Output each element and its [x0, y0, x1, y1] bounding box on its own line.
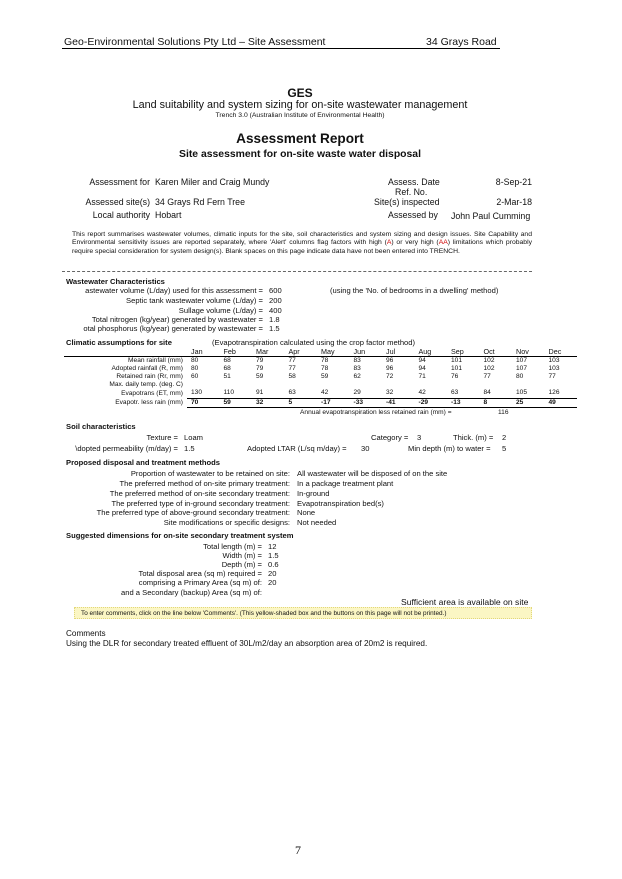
dimension-row-value: 0.6 — [268, 560, 279, 569]
ww-row-value: 200 — [269, 296, 282, 305]
annual-et-label: Annual evapotranspiration less retained rain (mm) = — [300, 409, 452, 416]
climate-cell: 130 — [187, 389, 220, 398]
soil-heading: Soil characteristics — [66, 422, 136, 431]
climate-heading: Climatic assumptions for site — [66, 338, 172, 347]
climate-cell: 59 — [321, 373, 329, 381]
climate-cell: 71 — [418, 373, 426, 381]
intro-text-1: This report summarises wastewater volumes, climatic inputs for the site, soil characteristics and system sizing and design issues. Site Capability and Environmental sensitivity issues are reported separately, where 'Alert' columns flag factors with high ( — [72, 231, 532, 247]
climate-cell: 94 — [415, 357, 448, 366]
climate-cell: 126 — [545, 389, 578, 398]
climate-row-label: Retained rain (Rr, mm) — [116, 373, 183, 381]
climate-cell: 77 — [548, 373, 556, 381]
climate-cell: 79 — [256, 365, 264, 373]
climate-row — [64, 398, 577, 407]
disposal-row-label: The preferred type of above-ground secondary treatment: — [96, 508, 290, 517]
month-header: Mar — [256, 347, 269, 356]
climate-cell: 80 — [187, 357, 220, 366]
month-header-row — [64, 348, 577, 357]
ww-row-value: 1.5 — [269, 324, 280, 333]
assessed-sites-label: Assessed site(s) — [85, 197, 150, 207]
intro-text-3: ) limitations which probably require special consideration for system design(s). Blank spaces on this page indicate data have not been entered into TRENCH. — [72, 239, 532, 255]
climate-cell: 51 — [223, 373, 231, 381]
month-header: May — [321, 347, 335, 356]
ref-no-label: Ref. No. — [395, 187, 428, 197]
climate-cell: 59 — [256, 373, 264, 381]
climate-row-label: Evapotr. less rain (mm) — [115, 398, 183, 406]
climate-cell: -13 — [447, 398, 480, 407]
disposal-row-value: Evapotranspiration bed(s) — [297, 499, 384, 508]
climate-cell: -33 — [350, 398, 383, 407]
disposal-row-label: The preferred type of in-ground secondary treatment: — [111, 499, 290, 508]
page-number: 7 — [295, 843, 301, 857]
climate-cell: 59 — [220, 398, 253, 407]
intro-text-2: ) or very high ( — [391, 239, 439, 247]
climate-row — [64, 381, 577, 389]
climate-cell: 80 — [516, 373, 524, 381]
month-header: Nov — [516, 347, 529, 356]
month-header: Feb — [223, 347, 236, 356]
climate-cell: 42 — [415, 389, 448, 398]
climate-row — [64, 357, 577, 366]
climate-cell: 79 — [252, 357, 285, 366]
climate-cell: 62 — [353, 373, 361, 381]
disposal-row-label: The preferred method of on-site primary treatment: — [119, 479, 290, 488]
thick-label: Thick. (m) = — [453, 433, 494, 442]
ww-method-note: (using the 'No. of bedrooms in a dwelling' method) — [330, 286, 499, 295]
disposal-row-value: All wastewater will be disposed of on the site — [297, 469, 448, 478]
ww-row-label: Septic tank wastewater volume (L/day) = — [126, 296, 263, 305]
ww-row-value: 600 — [269, 286, 282, 295]
climate-table — [64, 348, 577, 408]
ww-row-label: Total nitrogen (kg/year) generated by wastewater = — [91, 315, 263, 324]
climate-cell: -17 — [317, 398, 350, 407]
climate-cell: 25 — [512, 398, 545, 407]
climate-cell: 103 — [545, 357, 578, 366]
ww-row-label: otal phosphorus (kg/year) generated by wastewater = — [83, 324, 263, 333]
climate-cell: 63 — [447, 389, 480, 398]
permeability-label: \dopted permeability (m/day) = — [75, 444, 178, 453]
climate-cell: 72 — [386, 373, 394, 381]
comments-instruction-text: To enter comments, click on the line below 'Comments'. (This yellow-shaded box and the buttons on this page will not be printed.) — [81, 610, 447, 617]
dimension-row-label: Total length (m) = — [203, 542, 262, 551]
annual-et-value: 116 — [498, 409, 509, 416]
comments-instruction-box — [74, 607, 532, 619]
ww-row-label: Sullage volume (L/day) = — [178, 306, 263, 315]
ww-row-label: astewater volume (L/day) used for this assessment = — [85, 286, 263, 295]
climate-cell: 96 — [386, 365, 394, 373]
month-header: Dec — [548, 347, 562, 356]
climate-cell: 83 — [350, 357, 383, 366]
header-right: 34 Grays Road — [426, 36, 497, 48]
climate-cell: 29 — [350, 389, 383, 398]
dimension-row-value: 20 — [268, 578, 277, 587]
climate-cell: 103 — [548, 365, 560, 373]
climate-cell: 91 — [252, 389, 285, 398]
climate-cell: 70 — [187, 398, 220, 407]
thick-value: 2 — [502, 433, 507, 442]
climate-row-label: Evapotrans (ET, mm) — [121, 389, 183, 397]
climate-cell: 32 — [252, 398, 285, 407]
ltar-value: 30 — [361, 444, 370, 453]
climate-cell: 110 — [220, 389, 253, 398]
climate-cell: 76 — [451, 373, 459, 381]
climate-cell: 32 — [382, 389, 415, 398]
report-subtitle: Site assessment for on-site waste water disposal — [179, 149, 421, 160]
climate-cell: 68 — [220, 357, 253, 366]
month-header: Sep — [451, 347, 464, 356]
assessed-by-value: John Paul Cumming — [451, 211, 531, 221]
dimension-row-value: 12 — [268, 542, 277, 551]
climate-cell: 8 — [480, 398, 513, 407]
min-depth-value: 5 — [502, 444, 507, 453]
climate-cell: 101 — [447, 357, 480, 366]
assess-date-label: Assess. Date — [388, 177, 440, 187]
assessed-sites-value: 34 Grays Rd Fern Tree — [155, 197, 245, 207]
climate-cell: 96 — [382, 357, 415, 366]
alert-aa: AA — [438, 239, 448, 247]
climate-cell: 78 — [321, 365, 329, 373]
comments-text[interactable]: Using the DLR for secondary treated effluent of 30L/m2/day an absorption area of 20m2 is required. — [66, 639, 428, 648]
ww-row-value: 400 — [269, 306, 282, 315]
climate-cell: 94 — [418, 365, 426, 373]
climate-cell: 80 — [191, 365, 199, 373]
alert-a: A — [386, 239, 392, 247]
permeability-value: 1.5 — [184, 444, 195, 453]
climate-cell: 68 — [223, 365, 231, 373]
intro-paragraph — [72, 231, 532, 256]
climate-cell: 58 — [288, 373, 296, 381]
disposal-row-value: None — [297, 508, 316, 517]
category-value: 3 — [417, 433, 422, 442]
disposal-row-label: Proportion of wastewater to be retained on site: — [130, 469, 290, 478]
climate-cell: 102 — [483, 365, 495, 373]
comments-heading: Comments — [66, 629, 106, 638]
climate-cell: 107 — [516, 365, 528, 373]
climate-cell: 84 — [480, 389, 513, 398]
climate-cell: 5 — [285, 398, 318, 407]
header-rule — [62, 48, 500, 49]
dimension-row-label: and a Secondary (backup) Area (sq m) of: — [121, 588, 262, 597]
climate-cell: 102 — [480, 357, 513, 366]
assessment-for-label: Assessment for — [89, 177, 150, 187]
ltar-label: Adopted LTAR (L/sq m/day) = — [247, 444, 347, 453]
climate-row — [64, 373, 577, 381]
disposal-row-value: Not needed — [297, 518, 337, 527]
assess-date-value: 8-Sep-21 — [495, 177, 532, 187]
section-divider — [62, 271, 532, 272]
dimensions-heading: Suggested dimensions for on-site secondary treatment system — [66, 531, 294, 540]
climate-cell: 83 — [353, 365, 361, 373]
month-header: Aug — [418, 347, 432, 356]
sufficient-area-note: Sufficient area is available on site — [401, 597, 529, 607]
dimension-row-label: Width (m) = — [222, 551, 262, 560]
local-authority-value: Hobart — [155, 210, 182, 220]
climate-row — [64, 389, 577, 398]
min-depth-label: Min depth (m) to water = — [408, 444, 491, 453]
inspected-value: 2-Mar-18 — [496, 197, 532, 207]
climate-cell: 105 — [512, 389, 545, 398]
climate-cell: -29 — [415, 398, 448, 407]
texture-value: Loam — [184, 433, 203, 442]
dimension-row-label: Total disposal area (sq m) required = — [138, 569, 262, 578]
report-title: Assessment Report — [236, 131, 364, 146]
climate-row — [64, 365, 577, 373]
month-header: Jul — [386, 347, 396, 356]
assessed-by-label: Assessed by — [388, 210, 438, 220]
climate-row-label: Mean rainfall (mm) — [128, 357, 183, 365]
doc-subtitle: Land suitability and system sizing for on-site wastewater management — [132, 99, 468, 111]
climate-method-note: (Evapotranspiration calculated using the crop factor method) — [212, 338, 416, 347]
month-header: Jun — [353, 347, 366, 356]
category-label: Category = — [371, 433, 409, 442]
wastewater-heading: Wastewater Characteristics — [66, 277, 165, 286]
dimension-row-label: Depth (m) = — [221, 560, 262, 569]
dimension-row-value: 20 — [268, 569, 277, 578]
disposal-row-value: In-ground — [297, 489, 330, 498]
climate-cell: 77 — [285, 357, 318, 366]
inspected-label: Site(s) inspected — [374, 197, 440, 207]
local-authority-label: Local authority — [92, 210, 150, 220]
disposal-heading: Proposed disposal and treatment methods — [66, 458, 221, 467]
climate-row-label: Adopted rainfall (R, mm) — [111, 365, 183, 373]
month-header: Apr — [288, 347, 300, 356]
texture-label: Texture = — [146, 433, 178, 442]
ges-title: GES — [287, 86, 313, 100]
month-header: Oct — [483, 347, 495, 356]
climate-cell: 107 — [512, 357, 545, 366]
climate-cell: -41 — [382, 398, 415, 407]
ww-row-value: 1.8 — [269, 315, 280, 324]
climate-cell: 101 — [451, 365, 463, 373]
dimension-row-label: comprising a Primary Area (sq m) of: — [138, 578, 262, 587]
header-left: Geo-Environmental Solutions Pty Ltd – Site Assessment — [64, 36, 326, 48]
trench-version: Trench 3.0 (Australian Institute of Environmental Health) — [215, 112, 385, 119]
disposal-row-label: Site modifications or specific designs: — [163, 518, 290, 527]
month-header: Jan — [191, 347, 203, 356]
disposal-row-value: In a package treatment plant — [297, 479, 394, 488]
assessment-for-value: Karen Miler and Craig Mundy — [155, 177, 270, 187]
climate-cell: 77 — [483, 373, 491, 381]
climate-cell: 49 — [545, 398, 578, 407]
dimension-row-value: 1.5 — [268, 551, 279, 560]
climate-cell: 77 — [288, 365, 296, 373]
disposal-row-label: The preferred method of on-site secondary treatment: — [109, 489, 290, 498]
climate-row-label: Max. daily temp. (deg. C) — [109, 381, 183, 389]
climate-cell: 78 — [317, 357, 350, 366]
climate-cell: 60 — [191, 373, 199, 381]
climate-cell: 42 — [317, 389, 350, 398]
climate-cell: 63 — [285, 389, 318, 398]
